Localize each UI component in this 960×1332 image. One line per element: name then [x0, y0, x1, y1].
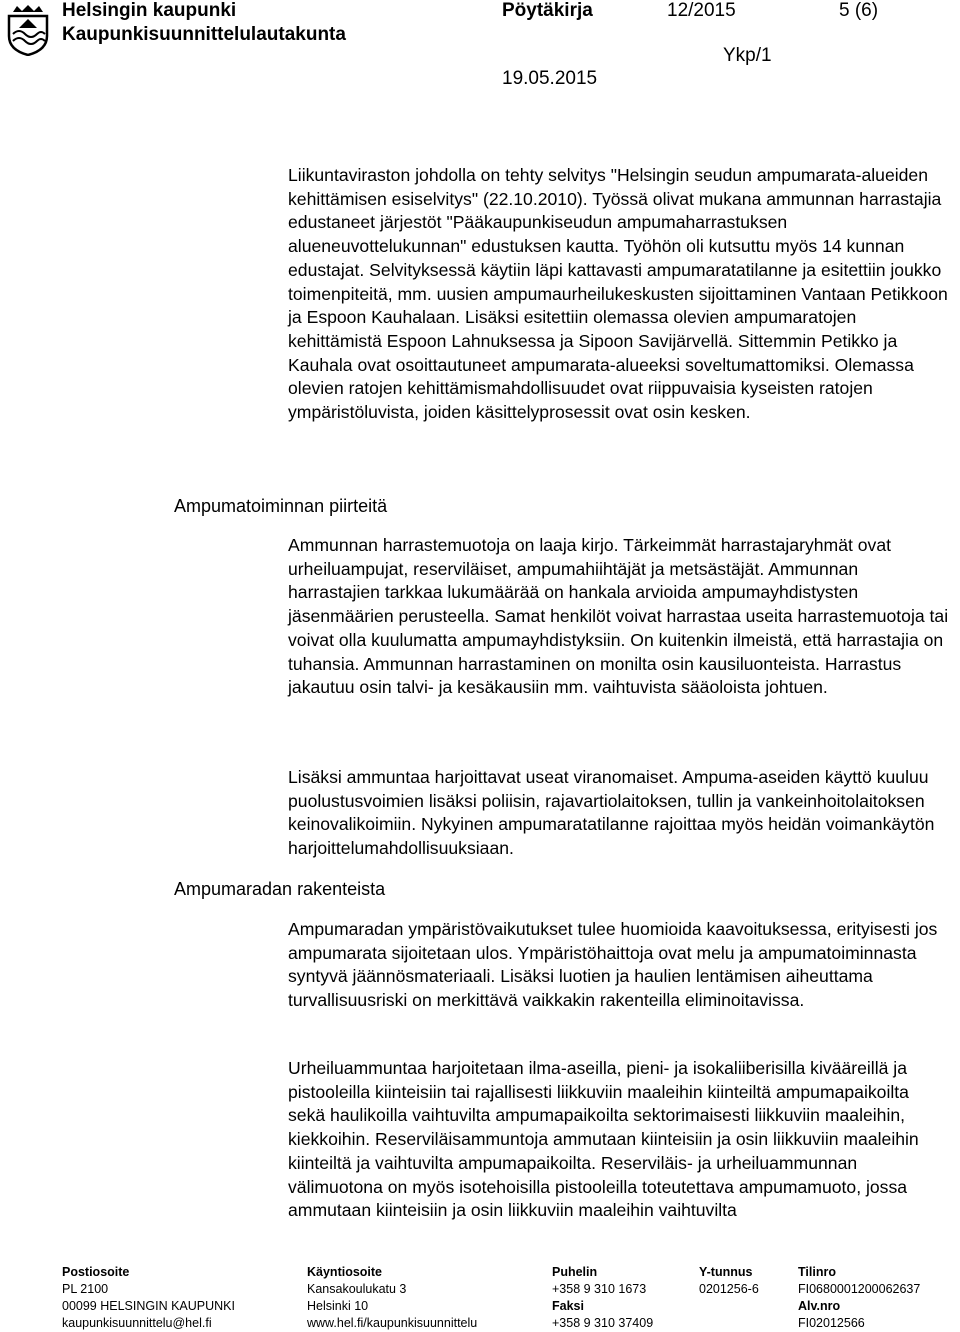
account-number: FI0680001200062637 — [798, 1282, 921, 1296]
paragraph-sport-shooting: Urheiluammuntaa harjoitetaan ilma-aseilla, pieni- ja isokaliiberisilla kivääreillä ja pistooleilla kiinteisiin tai rajallisesti liikkuviin maaleihin kiinteiltä ampumapaikoilta sekä haulikoilla vaihtuvilta ampumapaikoilta sektorimaisesti liikkuviin maaleihin, kiekkoihin. Reserviläisammuntoja ammutaan kiinteisiin ja osin liikkuviin maaleihin kiinteiltä ja vaihtuvilta ampumapaikoilta. Reserviläis- ja urheiluammunnan välimuotona on myös isotehoisilla pistooleilla toteutettava ampumamuoto, jossa ammutaan kiinteisiin ja osin liikkuviin maaleihin vaihtuvilta — [288, 1058, 919, 1221]
footer-visit — [307, 1264, 477, 1332]
paragraph-environment: Ampumaradan ympäristövaikutukset tulee huomioida kaavoituksessa, erityisesti jos ampumarata sijoitetaan ulos. Ympäristöhaittoja ovat melu ja ampumatoiminnasta syntyvä jäännösmateriaali. Lisäksi luotien ja haulien lentämisen aiheuttama turvallisuusriski on merkittävä vaikkakin rakenteilla eliminoitavissa. — [288, 919, 938, 1011]
paragraph-hobby-forms: Ammunnan harrastemuotoja on laaja kirjo. Tärkeimmät harrastajaryhmät ovat urheiluampujat, reserviläiset, ampumahiihtäjät ja metsästäjät. Ammunnan harrastajien tarkkaa lukumäärää on hankala arvioida ampumayhdistysten jäsenmäärien perusteella. Samat henkilöt voivat harrastaa useita harrastemuotoja tai voivat olla kuulumatta ampumayhdistyksiin. On kuitenkin ilmeistä, että harrastajia on tuhansia. Ammunnan harrastaminen on monilta osin kausiluonteista. Harrastus jakautuu osin talvi- ja kesäkausiin mm. vaihtuvista sääoloista johtuen. — [288, 535, 949, 698]
fax-heading: Faksi — [552, 1299, 584, 1313]
page-number: 5 (6) — [839, 0, 879, 21]
visit-street: Kansakoulukatu 3 — [307, 1282, 407, 1296]
paragraph-survey: Liikuntaviraston johdolla on tehty selvitys "Helsingin seudun ampumarata-alueiden kehittämisen esiselvitys" (22.10.2010). Työssä olivat mukana ammunnan harrastajia edustaneet järjestöt "Pääkaupunkiseudun ampumaharrastuksen alueneuvottelukunnan" edustuksen kautta. Työhön oli kutsuttu myös 14 kunnan edustajat. Selvityksessä käytiin läpi kattavasti ampumaratatilanne ja esitettiin joukko toimenpiteitä, mm. uusien ampumaurheilukeskusten sijoittaminen Vantaan Petikkoon ja Espoon Kauhalaan. Lisäksi esitettiin olemassa olevien ampumaratojen kehittämistä Espoon Lahnuksessa ja Sipoon Savijärvellä. Sittemmin Petikko ja Kauhala ovat osoittautuneet ampumarata-alueeksi soveltumattomiksi. Olemassa olevien ratojen kehittämismahdollisuudet ovat riippuvaisia kyseisten ratojen ympäristöluvista, joiden käsittelyprosessit ovat osin kesken. — [288, 165, 948, 423]
business-id-heading: Y-tunnus — [699, 1265, 753, 1279]
vat-number: FI02012566 — [798, 1316, 865, 1330]
business-id-value: 0201256-6 — [699, 1282, 759, 1296]
footer-account — [798, 1264, 920, 1332]
visit-city: Helsinki 10 — [307, 1299, 369, 1313]
fax-number: +358 9 310 37409 — [552, 1316, 654, 1330]
postal-heading: Postiosoite — [62, 1265, 130, 1279]
city-name: Helsingin kaupunki — [62, 0, 237, 21]
phone-number: +358 9 310 1673 — [552, 1282, 647, 1296]
phone-heading: Puhelin — [552, 1265, 598, 1279]
website-link[interactable]: www.hel.fi/kaupunkisuunnittelu — [307, 1316, 478, 1330]
postal-box: PL 2100 — [62, 1282, 109, 1296]
footer-business-id — [699, 1264, 759, 1298]
visit-heading: Käyntiosoite — [307, 1265, 383, 1279]
paragraph-authorities: Lisäksi ammuntaa harjoittavat useat viranomaiset. Ampuma-aseiden käyttö kuuluu puolustusvoimien lisäksi poliisin, rajavartiolaitoksen, tullin ja vankeinhoitolaitoksen keinovalikoimiin. Nykyinen ampumaratatilanne rajoittaa myös heidän voimankäytön harjoittelumahdollisuuksiaan. — [288, 767, 935, 859]
helsinki-crest-logo — [5, 4, 51, 56]
postal-city: 00099 HELSINGIN KAUPUNKI — [62, 1299, 235, 1313]
section-id: Ykp/1 — [723, 45, 772, 66]
document-type: Pöytäkirja — [502, 0, 593, 21]
committee-name: Kaupunkisuunnittelulautakunta — [62, 24, 346, 45]
heading-range-structures: Ampumaradan rakenteista — [174, 879, 386, 899]
meeting-date: 19.05.2015 — [502, 68, 598, 89]
footer-phone — [552, 1264, 653, 1332]
email-link[interactable]: kaupunkisuunnittelu@hel.fi — [62, 1316, 212, 1330]
heading-shooting-activities: Ampumatoiminnan piirteitä — [174, 496, 388, 516]
vat-heading: Alv.nro — [798, 1299, 841, 1313]
document-number: 12/2015 — [667, 0, 736, 21]
account-heading: Tilinro — [798, 1265, 836, 1279]
footer-postal — [62, 1264, 235, 1332]
